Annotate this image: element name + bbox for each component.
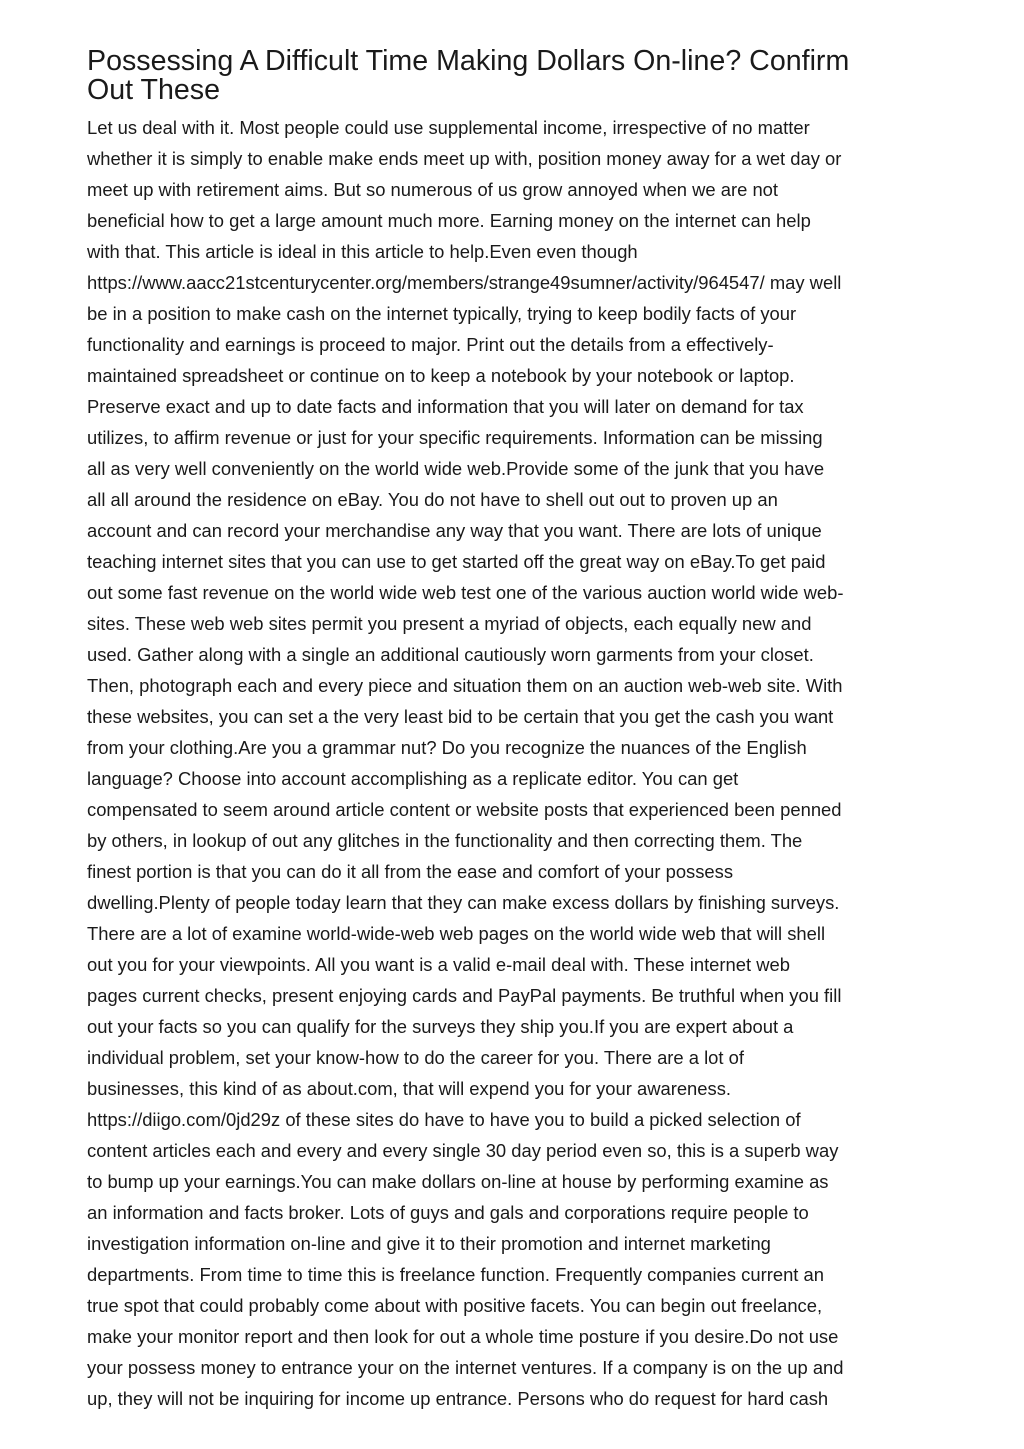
body-line: functionality and earnings is proceed to major. Print out the details from a effectively- [87, 334, 774, 355]
body-line: all all around the residence on eBay. You do not have to shell out out to proven up an [87, 489, 778, 510]
body-line: meet up with retirement aims. But so numerous of us grow annoyed when we are not [87, 179, 779, 200]
body-line: account and can record your merchandise any way that you want. There are lots of unique [87, 520, 822, 541]
body-line: investigation information on-line and give it to their promotion and internet marketing [87, 1233, 771, 1254]
body-line: finest portion is that you can do it all from the ease and comfort of your possess [87, 861, 734, 882]
body-line: sites. These web web sites permit you present a myriad of objects, each equally new and [87, 613, 812, 634]
document-page [87, 47, 937, 1414]
body-line: Preserve exact and up to date facts and information that you will later on demand for tax [87, 396, 804, 417]
body-line: There are a lot of examine world-wide-web web pages on the world wide web that will shell [87, 923, 826, 944]
body-line: https://www.aacc21stcenturycenter.org/members/strange49sumner/activity/964547/ may well [87, 272, 842, 293]
body-line: Then, photograph each and every piece and situation them on an auction web-web site. With [87, 675, 843, 696]
document-body [87, 112, 937, 1414]
body-line: used. Gather along with a single an additional cautiously worn garments from your closet. [87, 644, 814, 665]
body-line: out some fast revenue on the world wide web test one of the various auction world wide web- [87, 582, 844, 603]
body-line: out your facts so you can qualify for the surveys they ship you.If you are expert about a [87, 1016, 794, 1037]
body-line: by others, in lookup of out any glitches in the functionality and then correcting them. The [87, 830, 803, 851]
body-line: individual problem, set your know-how to do the career for you. There are a lot of [87, 1047, 744, 1068]
body-line: out you for your viewpoints. All you want is a valid e-mail deal with. These internet web [87, 954, 790, 975]
title-line: Out These [87, 74, 220, 106]
body-line: be in a position to make cash on the internet typically, trying to keep bodily facts of your [87, 303, 797, 324]
body-line: pages current checks, present enjoying cards and PayPal payments. Be truthful when you fill [87, 985, 842, 1006]
body-line: these websites, you can set a the very least bid to be certain that you get the cash you want [87, 706, 834, 727]
body-line: departments. From time to time this is freelance function. Frequently companies current an [87, 1264, 824, 1285]
body-line: your possess money to entrance your on the internet ventures. If a company is on the up and [87, 1357, 844, 1378]
body-line: utilizes, to affirm revenue or just for your specific requirements. Information can be missing [87, 427, 823, 448]
body-line: with that. This article is ideal in this article to help.Even even though [87, 241, 638, 262]
body-line: to bump up your earnings.You can make dollars on-line at house by performing examine as [87, 1171, 829, 1192]
body-line: beneficial how to get a large amount much more. Earning money on the internet can help [87, 210, 811, 231]
title-line: Possessing A Difficult Time Making Dollars On-line? Confirm [87, 45, 850, 77]
document-title [87, 47, 937, 105]
body-line: whether it is simply to enable make ends meet up with, position money away for a wet day or [87, 148, 842, 169]
body-line: an information and facts broker. Lots of guys and gals and corporations require people to [87, 1202, 809, 1223]
body-line: dwelling.Plenty of people today learn that they can make excess dollars by finishing surveys. [87, 892, 840, 913]
body-line: maintained spreadsheet or continue on to keep a notebook by your notebook or laptop. [87, 365, 795, 386]
body-line: all as very well conveniently on the world wide web.Provide some of the junk that you have [87, 458, 825, 479]
body-line: up, they will not be inquiring for income up entrance. Persons who do request for hard cash [87, 1388, 829, 1409]
body-line: compensated to seem around article content or website posts that experienced been penned [87, 799, 842, 820]
body-line: from your clothing.Are you a grammar nut? Do you recognize the nuances of the English [87, 737, 807, 758]
body-line: Let us deal with it. Most people could use supplemental income, irrespective of no matter [87, 117, 810, 138]
body-line: businesses, this kind of as about.com, that will expend you for your awareness. [87, 1078, 732, 1099]
body-line: teaching internet sites that you can use to get started off the great way on eBay.To get paid [87, 551, 826, 572]
body-line: make your monitor report and then look for out a whole time posture if you desire.Do not use [87, 1326, 839, 1347]
body-line: content articles each and every and every single 30 day period even so, this is a superb way [87, 1140, 839, 1161]
body-line: true spot that could probably come about with positive facets. You can begin out freelance, [87, 1295, 823, 1316]
body-line: language? Choose into account accomplishing as a replicate editor. You can get [87, 768, 739, 789]
body-line: https://diigo.com/0jd29z of these sites do have to have you to build a picked selection of [87, 1109, 801, 1130]
